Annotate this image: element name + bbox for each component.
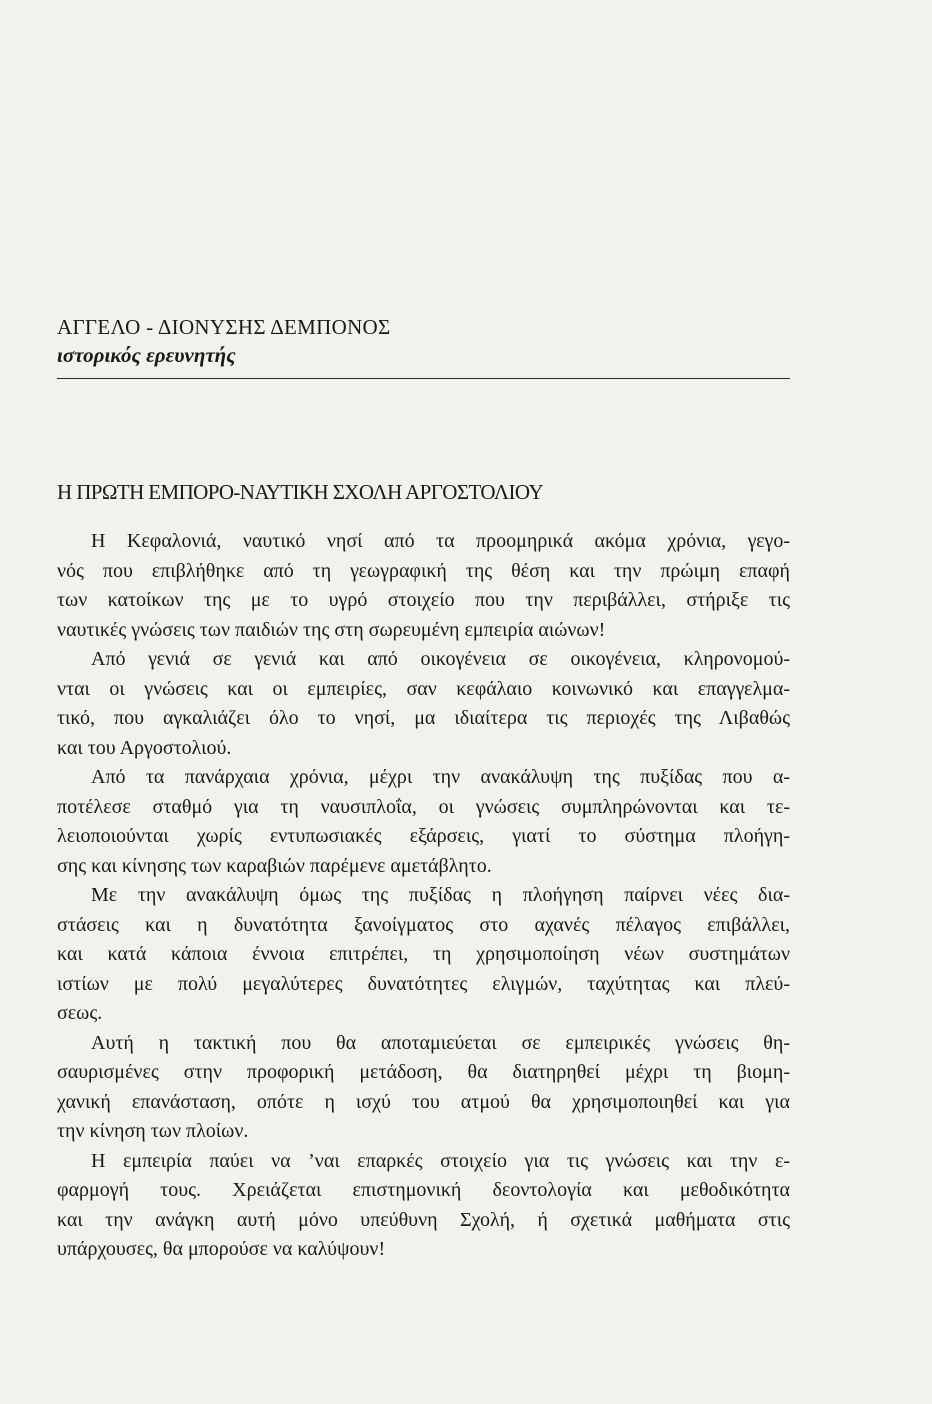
text-line: την κίνηση των πλοίων. bbox=[57, 1120, 249, 1142]
text-line: τικό, που αγκαλιάζει όλο το νησί, μα ιδιαίτερα τις περιοχές της Λιβαθώς bbox=[57, 707, 790, 729]
header-divider bbox=[57, 378, 790, 379]
author-role: ιστορικός ερευνητής bbox=[57, 343, 236, 367]
text-line: σης και κίνησης των καραβιών παρέμενε αμετάβλητο. bbox=[57, 854, 492, 877]
text-line: Από γενιά σε γενιά και από οικογένεια σε οικογένεια, κληρονομού- bbox=[91, 648, 790, 670]
author-block bbox=[57, 314, 790, 370]
paragraph bbox=[57, 1029, 790, 1147]
text-line: σαυρισμένες στην προφορική μετάδοση, θα διατηρηθεί μέχρι τη βιομη- bbox=[57, 1061, 790, 1083]
article-title: Η ΠΡΩΤΗ ΕΜΠΟΡΟ-ΝΑΥΤΙΚΗ ΣΧΟΛΗ ΑΡΓΟΣΤΟΛΙΟΥ bbox=[57, 480, 544, 504]
text-line: Η εμπειρία παύει να ’ναι επαρκές στοιχείο για τις γνώσεις και την ε- bbox=[91, 1149, 790, 1172]
text-line: Από τα πανάρχαια χρόνια, μέχρι την ανακάλυψη της πυξίδας που α- bbox=[91, 766, 790, 788]
text-line: νός που επιβλήθηκε από τη γεωγραφική της θέση και την πρώιμη επαφή bbox=[57, 559, 790, 582]
author-name: ΑΓΓΕΛΟ - ΔΙΟΝΥΣΗΣ ΔΕΜΠΟΝΟΣ bbox=[57, 315, 391, 339]
article-body bbox=[57, 527, 790, 1265]
text-line: στάσεις και η δυνατότητα ξανοίγματος στο αχανές πέλαγος επιβάλλει, bbox=[57, 913, 790, 936]
paragraph bbox=[57, 645, 790, 763]
paragraph bbox=[57, 881, 790, 1029]
paragraph bbox=[57, 1147, 790, 1265]
text-line: και του Αργοστολιού. bbox=[57, 736, 232, 759]
text-line: ποτέλεσε σταθμό για τη ναυσιπλοΐα, οι γνώσεις συμπληρώνονται και τε- bbox=[57, 795, 790, 818]
text-line: ναυτικές γνώσεις των παιδιών της στη σωρευμένη εμπειρία αιώνων! bbox=[57, 618, 606, 641]
text-line: φαρμογή τους. Χρειάζεται επιστημονική δεοντολογία και μεθοδικότητα bbox=[57, 1179, 790, 1201]
text-line: λειοποιούνται χωρίς εντυπωσιακές εξάρσεις, γιατί το σύστημα πλοήγη- bbox=[57, 825, 790, 847]
paragraph bbox=[57, 763, 790, 881]
paragraph bbox=[57, 527, 790, 645]
text-line: Αυτή η τακτική που θα αποταμιεύεται σε εμπειρικές γνώσεις θη- bbox=[91, 1031, 790, 1054]
text-line: σεως. bbox=[57, 1002, 103, 1024]
text-line: των κατοίκων της με το υγρό στοιχείο που την περιβάλλει, στήριξε τις bbox=[57, 589, 790, 611]
text-line: Με την ανακάλυψη όμως της πυξίδας η πλοήγηση παίρνει νέες δια- bbox=[91, 884, 790, 906]
text-line: Η Κεφαλονιά, ναυτικό νησί από τα προομηρικά ακόμα χρόνια, γεγο- bbox=[91, 530, 790, 552]
text-line: υπάρχουσες, θα μπορούσε να καλύψουν! bbox=[57, 1238, 386, 1260]
text-line: νται οι γνώσεις και οι εμπειρίες, σαν κεφάλαιο κοινωνικό και επαγγελμα- bbox=[57, 677, 790, 700]
text-line: χανική επανάσταση, οπότε η ισχύ του ατμού θα χρησιμοποιηθεί και για bbox=[57, 1090, 790, 1113]
text-line: ιστίων με πολύ μεγαλύτερες δυνατότητες ελιγμών, ταχύτητας και πλεύ- bbox=[57, 972, 790, 995]
text-line: και την ανάγκη αυτή μόνο υπεύθυνη Σχολή, ή σχετικά μαθήματα στις bbox=[57, 1208, 790, 1231]
text-line: και κατά κάποια έννοια επιτρέπει, τη χρησιμοποίηση νέων συστημάτων bbox=[57, 943, 790, 965]
